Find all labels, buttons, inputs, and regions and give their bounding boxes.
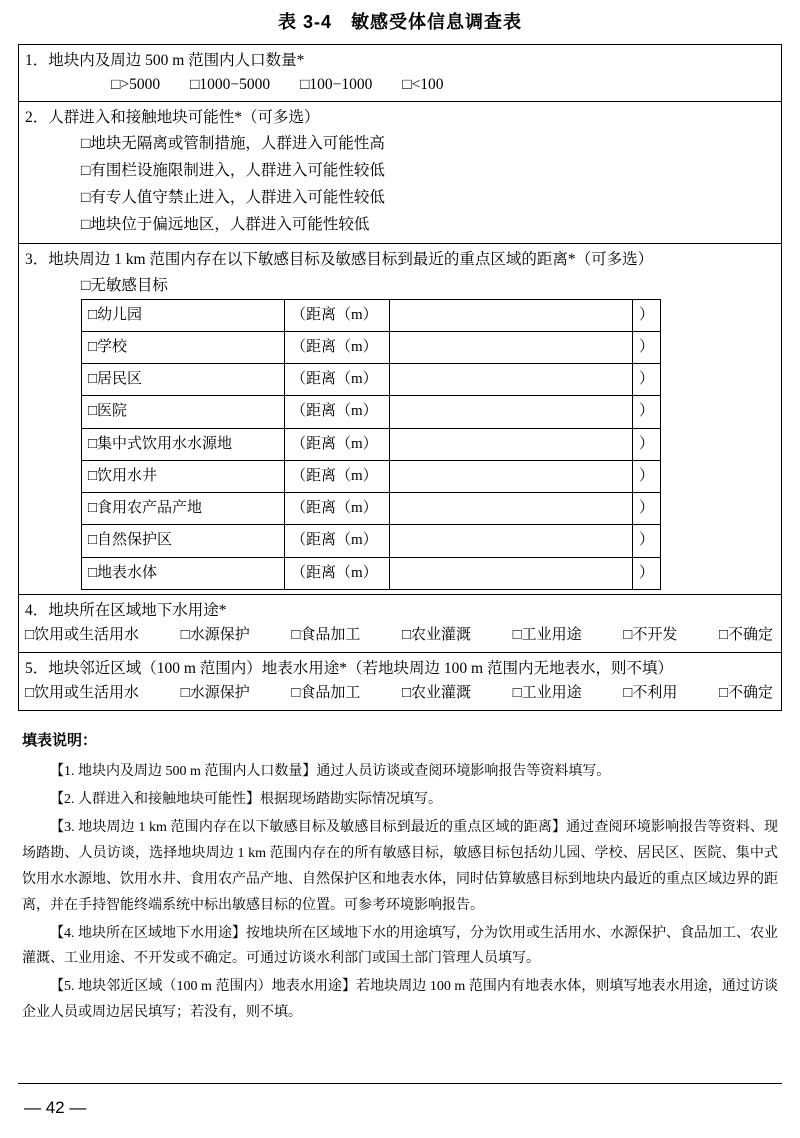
q3-unit-surface-water: （距离（m） (285, 557, 390, 589)
q3-unit-kindergarten: （距离（m） (285, 299, 390, 331)
table-row-q2 (19, 102, 782, 244)
table-row-q4 (19, 594, 782, 652)
q3-input-hospital[interactable] (390, 396, 633, 428)
q3-unit-water-source: （距离（m） (285, 428, 390, 460)
footer-divider (18, 1083, 782, 1084)
q3-target-residential[interactable]: □居民区 (82, 364, 285, 396)
q5-option-food[interactable]: □食品加工 (291, 685, 361, 702)
q4-cell (19, 594, 782, 652)
q3-target-kindergarten[interactable]: □幼儿园 (82, 299, 285, 331)
page-title: 表 3-4 敏感受体信息调查表 (277, 12, 522, 32)
q4-option-industrial[interactable]: □工业用途 (512, 626, 582, 643)
table-row-q3 (19, 243, 782, 594)
q3-row-farmland (82, 493, 661, 525)
q2-option-remote[interactable]: □地块位于偏远地区，人群进入可能性较低 (81, 216, 370, 234)
q3-input-surface-water[interactable] (390, 557, 633, 589)
q3-unit-residential: （距离（m） (285, 364, 390, 396)
q3-label: 3．地块周边 1 km 范围内存在以下敏感目标及敏感目标到最近的重点区域的距离*（可多选） (25, 250, 654, 268)
q3-row-hospital (82, 396, 661, 428)
q3-unit-well: （距离（m） (285, 460, 390, 492)
q3-target-well[interactable]: □饮用水井 (82, 460, 285, 492)
note-item-2: 【2. 人群进入和接触地块可能性】根据现场踏勘实际情况填写。 (50, 792, 442, 808)
note-item-3: 【3. 地块周边 1 km 范围内存在以下敏感目标及敏感目标到最近的重点区域的距离】通过查阅环境影响报告等资料、现场踏勘、人员访谈，选择地块周边 1 km 范围内存在的所有敏感目标，敏感目标包括幼儿园、学校、居民区、医院、集中式饮用水水源地、饮用水井、食用农产品产地、自然保护区和地表水体，同时估算敏感目标到地块内最近的重点区域边界的距离，并在手持智能终端系统中标出敏感目标的位置。可参考环境影响报告。 (22, 820, 778, 913)
survey-form-table (18, 44, 782, 711)
q2-option-no-barrier[interactable]: □地块无隔离或管制措施，人群进入可能性高 (81, 135, 385, 153)
q3-row-school (82, 331, 661, 363)
q5-label: 5．地块邻近区域（100 m 范围内）地表水用途*（若地块周边 100 m 范围内无地表水，则不填） (25, 660, 673, 678)
q5-option-unused[interactable]: □不利用 (623, 685, 678, 702)
q3-paren-school: ） (633, 331, 661, 363)
q3-target-farmland[interactable]: □食用农产品产地 (82, 493, 285, 525)
q3-paren-water-source: ） (633, 428, 661, 460)
q3-input-water-source[interactable] (390, 428, 633, 460)
q3-input-farmland[interactable] (390, 493, 633, 525)
q3-unit-school: （距离（m） (285, 331, 390, 363)
q5-option-protection[interactable]: □水源保护 (180, 685, 250, 702)
q3-paren-nature-reserve: ） (633, 525, 661, 557)
note-item-1: 【1. 地块内及周边 500 m 范围内人口数量】通过人员访谈或查阅环境影响报告等资料填写。 (50, 764, 611, 780)
q3-row-kindergarten (82, 299, 661, 331)
q3-row-surface-water (82, 557, 661, 589)
q3-option-none[interactable]: □无敏感目标 (81, 276, 168, 294)
q5-options (25, 681, 775, 706)
q3-paren-hospital: ） (633, 396, 661, 428)
q5-option-uncertain[interactable]: □不确定 (718, 685, 773, 702)
q3-unit-hospital: （距离（m） (285, 396, 390, 428)
q3-target-water-source[interactable]: □集中式饮用水水源地 (82, 428, 285, 460)
q3-unit-nature-reserve: （距离（m） (285, 525, 390, 557)
q4-option-uncertain[interactable]: □不确定 (718, 626, 773, 643)
q1-option-lt100[interactable]: □<100 (402, 76, 444, 94)
table-row-q5 (19, 653, 782, 711)
q3-target-school[interactable]: □学校 (82, 331, 285, 363)
q4-option-food[interactable]: □食品加工 (291, 626, 361, 643)
q3-input-nature-reserve[interactable] (390, 525, 633, 557)
q5-cell (19, 653, 782, 711)
q3-input-kindergarten[interactable] (390, 299, 633, 331)
q3-input-residential[interactable] (390, 364, 633, 396)
q1-options (25, 73, 775, 97)
q3-target-surface-water[interactable]: □地表水体 (82, 557, 285, 589)
q4-options (25, 623, 775, 648)
q3-distance-table (81, 299, 661, 590)
q4-option-irrigation[interactable]: □农业灌溉 (401, 626, 472, 643)
q3-row-nature-reserve (82, 525, 661, 557)
q3-row-residential (82, 364, 661, 396)
q5-option-drinking[interactable]: □饮用或生活用水 (25, 685, 140, 702)
q2-option-guard[interactable]: □有专人值守禁止进入，人群进入可能性较低 (81, 189, 385, 207)
q1-cell (19, 45, 782, 102)
notes-heading: 填表说明： (22, 732, 98, 750)
q4-option-undeveloped[interactable]: □不开发 (623, 626, 678, 643)
q3-target-nature-reserve[interactable]: □自然保护区 (82, 525, 285, 557)
q4-option-drinking[interactable]: □饮用或生活用水 (25, 626, 140, 643)
q2-label: 2．人群进入和接触地块可能性*（可多选） (25, 109, 320, 127)
q3-input-well[interactable] (390, 460, 633, 492)
q4-label: 4．地块所在区域地下水用途* (25, 601, 227, 619)
q3-input-school[interactable] (390, 331, 633, 363)
page-number: — 42 — (24, 1098, 87, 1117)
note-item-5: 【5. 地块邻近区域（100 m 范围内）地表水用途】若地块周边 100 m 范围内有地表水体，则填写地表水用途，通过访谈企业人员或周边居民填写；若没有，则不填。 (22, 979, 778, 1021)
q2-cell (19, 102, 782, 244)
q3-cell (19, 243, 782, 594)
q3-row-well (82, 460, 661, 492)
q1-option-1000-5000[interactable]: □1000−5000 (189, 76, 271, 94)
q5-option-irrigation[interactable]: □农业灌溉 (401, 685, 472, 702)
q3-unit-farmland: （距离（m） (285, 493, 390, 525)
table-row-q1 (19, 45, 782, 102)
q1-label: 1．地块内及周边 500 m 范围内人口数量* (25, 52, 305, 69)
q3-paren-well: ） (633, 460, 661, 492)
q3-row-water-source (82, 428, 661, 460)
q3-paren-farmland: ） (633, 493, 661, 525)
q3-paren-kindergarten: ） (633, 299, 661, 331)
q3-paren-surface-water: ） (633, 557, 661, 589)
notes-section (18, 727, 782, 1026)
note-item-4: 【4. 地块所在区域地下水用途】按地块所在区域地下水的用途填写，分为饮用或生活用水、水源保护、食品加工、农业灌溉、工业用途、不开发或不确定。可通过访谈水利部门或国土部门管理人员填写。 (22, 925, 778, 967)
q1-option-100-1000[interactable]: □100−1000 (299, 76, 373, 94)
q1-option-gt5000[interactable]: □>5000 (111, 76, 161, 94)
q3-paren-residential: ） (633, 364, 661, 396)
q5-option-industrial[interactable]: □工业用途 (512, 685, 582, 702)
q2-option-fence[interactable]: □有围栏设施限制进入，人群进入可能性较低 (81, 162, 385, 180)
q4-option-protection[interactable]: □水源保护 (180, 626, 250, 643)
q3-target-hospital[interactable]: □医院 (82, 396, 285, 428)
